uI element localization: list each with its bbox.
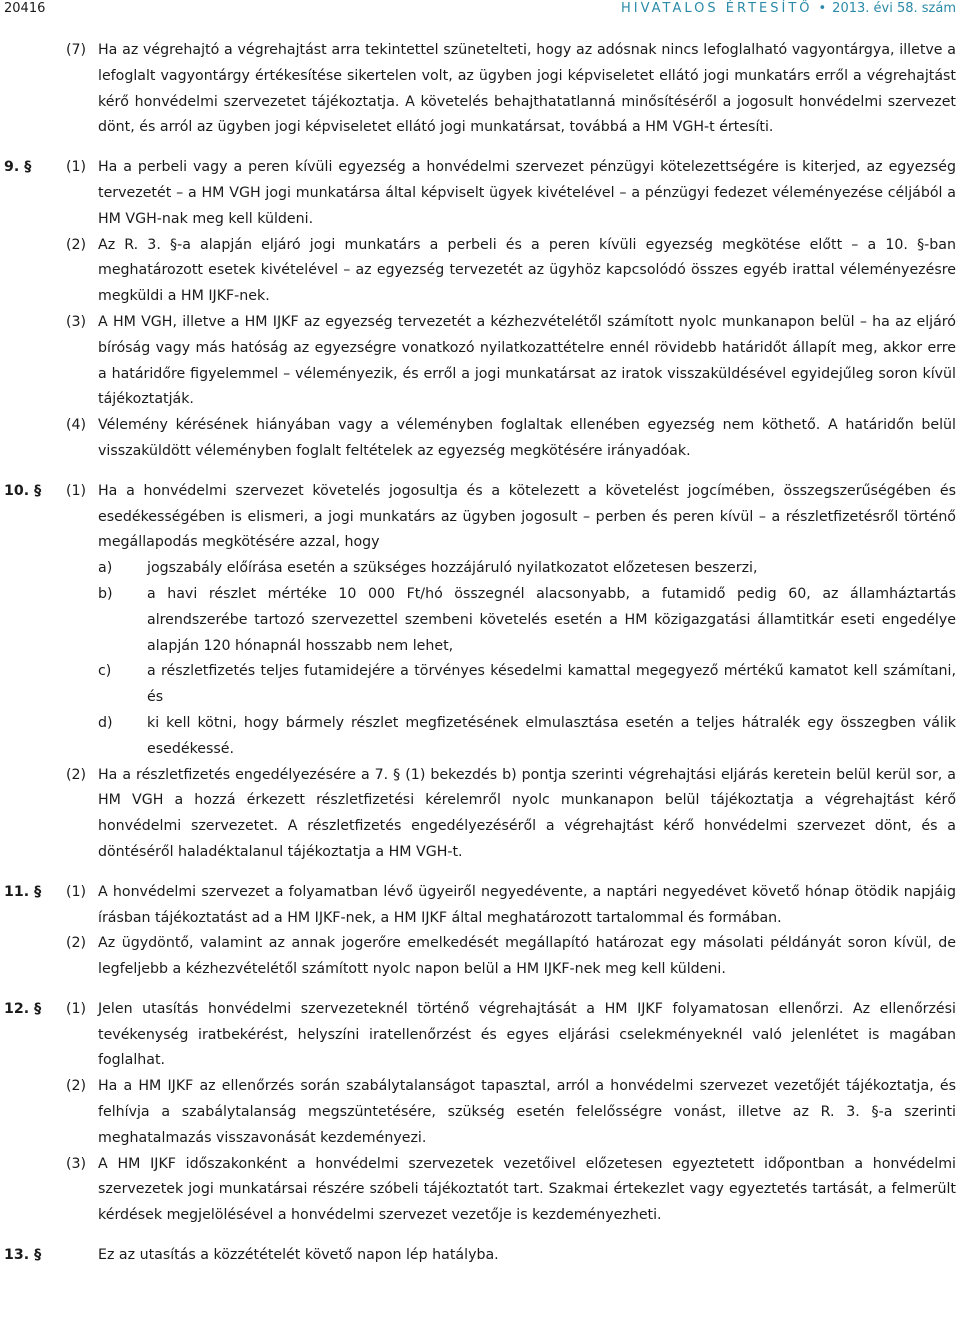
paragraph-text: Az ügydöntő, valamint az annak jogerőre emelkedését megállapító határozat egy másolati példányát soron kívül, de legfeljebb a kézhezvételétől számított nyolc napon belül a HM IJKF-nek meg kell küldeni. [98,935,956,978]
page-header [0,0,960,22]
paragraph-number: (1) [66,482,87,499]
paragraph [4,880,956,932]
list-item-label: c) [98,663,112,680]
paragraph [4,155,956,232]
list-item [4,582,956,659]
paragraph-number: (3) [66,313,87,330]
paragraph-number: (3) [66,1155,87,1172]
section-number: 10. § [4,482,42,499]
section-continuation [4,38,956,141]
section-number: 11. § [4,883,42,900]
paragraph-number: (1) [66,159,87,176]
paragraph-text: Vélemény kérésének hiányában vagy a véleményben foglaltak ellenében egyezség nem köthető. A határidőn belül visszaküldött véleményben foglalt feltételek az egyezség megkötésére irányadóak. [98,417,956,459]
list-item [4,659,956,711]
paragraph-text: Ez az utasítás a közzétételét követő napon lép hatályba. [98,1247,499,1264]
section-number: 9. § [4,159,32,176]
paragraph-number: (2) [66,766,87,783]
list-item-text: a havi részlet mértéke 10 000 Ft/hó összegnél alacsonyabb, a futamidő pedig 60, az államháztartás alrendszerébe tartozó szervezettel szembeni követelés esetén a HM közigazgatási államtitkár eseti engedélye alapján 120 hónapnál hosszabb nem lehet, [147,585,956,654]
issue-number: 2013. évi 58. szám [832,1,956,16]
paragraph [4,997,956,1074]
section-12 [4,997,956,1229]
paragraph-number: (7) [66,42,87,58]
paragraph-text: Ha a perbeli vagy a peren kívüli egyezség a honvédelmi szervezet pénzügyi kötelezettségére is kiterjed, az egyezség tervezetét – a HM VGH jogi munkatársa által képviselt ügyek kivételével – a pénzügyi fedezet véleményezése céljából a HM VGH-nak meg kell küldeni. [98,159,956,227]
paragraph-text: Ha a részletfizetés engedélyezésére a 7. § (1) bekezdés b) pontja szerinti végrehajtási eljárás keretein belül kerül sor, a HM VGH a hozzá érkezett részletfizetési kérelemről nyolc munkanapon belül tájékoztatja a végrehajtást kérő honvédelmi szervezetet. A részletfizetés engedélyezéséről a végrehajtást kérő honvédelmi szervezet dönt, és a döntéséről haladéktalanul tájékoztatja a HM VGH-t. [98,766,956,860]
list-item-text: a részletfizetés teljes futamidejére a törvényes késedelmi kamattal megegyező mértékű kamatot kell számítani, és [147,663,956,706]
paragraph-number: (4) [66,417,87,434]
journal-reference [621,1,956,16]
paragraph [4,413,956,465]
separator-dot: • [818,1,827,16]
list-item [4,556,956,582]
paragraph-number: (1) [66,1000,87,1017]
paragraph [4,233,956,310]
paragraph-number: (1) [66,883,87,900]
paragraph [4,1243,956,1269]
section-13 [4,1243,956,1269]
paragraph-number: (2) [66,1078,87,1095]
paragraph-number: (2) [66,236,87,253]
paragraph-text: Ha a honvédelmi szervezet követelés jogosultja és a kötelezett a követelést jogcímében, összegszerűségében és esedékességében is elismeri, a jogi munkatárs az ügyben jogosult – perben és peren kívül – a részletfizetésről történő megállapodás megkötésére azzal, hogy [98,482,956,551]
section-number: 12. § [4,1000,42,1017]
paragraph-text: Az R. 3. §-a alapján eljáró jogi munkatárs a perbeli és a peren kívüli egyezség megkötése előtt – a 10. §-ban meghatározott esetek kivételével – az egyezség tervezetét az ügyhöz kapcsolódó összes egyéb irattal véleményezésre megküldi a HM IJKF-nek. [98,236,956,305]
paragraph-number: (2) [66,935,87,952]
paragraph [4,1152,956,1229]
list-item-label: d) [98,714,113,731]
paragraph-text: Ha az végrehajtó a végrehajtást arra tekintettel szünetelteti, hogy az adósnak nincs lefoglalható vagyontárgya, illetve a lefoglalt vagyontárgy értékesítése sikertelen volt, az ügyben jogi képviseletet ellátó jogi munkatárs erről a végrehajtást kérő honvédelmi szervezetet tájékoztatja. A követelés behajthatatlanná minősítéséről a jogosult honvédelmi szervezet dönt, és arról az ügyben jogi képviseletet ellátó jogi munkatársat, továbbá a HM VGH-t értesíti. [98,42,956,136]
list-item-text: ki kell kötni, hogy bármely részlet megfizetésének elmulasztása esetén a teljes hátralék egy összegben válik esedékessé. [147,714,956,757]
list-item-text: jogszabály előírása esetén a szükséges hozzájáruló nyilatkozatot előzetesen beszerzi, [147,560,758,577]
paragraph [4,38,956,141]
page-number: 20416 [4,1,46,16]
paragraph [4,479,956,556]
paragraph-text: A HM VGH, illetve a HM IJKF az egyezség tervezetét a kézhezvételétől számított nyolc munkanapon belül – ha az eljáró bíróság vagy más hatóság az egyezségre vonatkozó nyilatkozattételre ennél rövidebb határidőt állapít meg, akkor erre a határidőre figyelemmel – véleményezik, és erről a jogi munkatársat az iratok visszaküldésével egyidejűleg soron kívül tájékoztatják. [98,313,956,408]
paragraph [4,310,956,413]
paragraph [4,1074,956,1151]
section-9 [4,155,956,465]
journal-title: HIVATALOS ÉRTESÍTŐ [621,1,813,16]
paragraph-text: Jelen utasítás honvédelmi szervezeteknél történő végrehajtását a HM IJKF folyamatosan ellenőrzi. Az ellenőrzési tevékenység iratbekérést, helyszíni iratellenőrzést és egyes eljárási cselekményeknél való jelenlétet is magában foglalhat. [98,1000,956,1069]
document-body [4,38,956,1283]
paragraph [4,763,956,866]
paragraph-text: Ha a HM IJKF az ellenőrzés során szabálytalanságot tapasztal, arról a honvédelmi szervezet vezetőjét tájékoztatja, és felhívja a szabálytalanság megszüntetésére, szükség esetén felelősségre vonást, illetve az R. 3. §-a szerinti meghatalmazás visszavonását kezdeményezi. [98,1078,956,1146]
list-item-label: b) [98,585,113,602]
section-11 [4,880,956,983]
paragraph-text: A HM IJKF időszakonként a honvédelmi szervezetek vezetőivel előzetesen egyeztetett időpontban a honvédelmi szervezetek jogi munkatársai részére szóbeli tájékoztatót tart. Szakmai értekezlet vagy egyeztetés tartását, a felmerült kérdések megjelölésével a honvédelmi szervezet vezetője is kezdeményezheti. [98,1155,956,1224]
paragraph-text: A honvédelmi szervezet a folyamatban lévő ügyeiről negyedévente, a naptári negyedévet követő hónap ötödik napjáig írásban tájékoztatást ad a HM IJKF-nek, a HM IJKF által meghatározott tartalommal és formában. [98,883,956,926]
list-item [4,711,956,763]
paragraph [4,931,956,983]
section-number: 13. § [4,1247,42,1264]
list-item-label: a) [98,560,113,577]
section-10 [4,479,956,866]
